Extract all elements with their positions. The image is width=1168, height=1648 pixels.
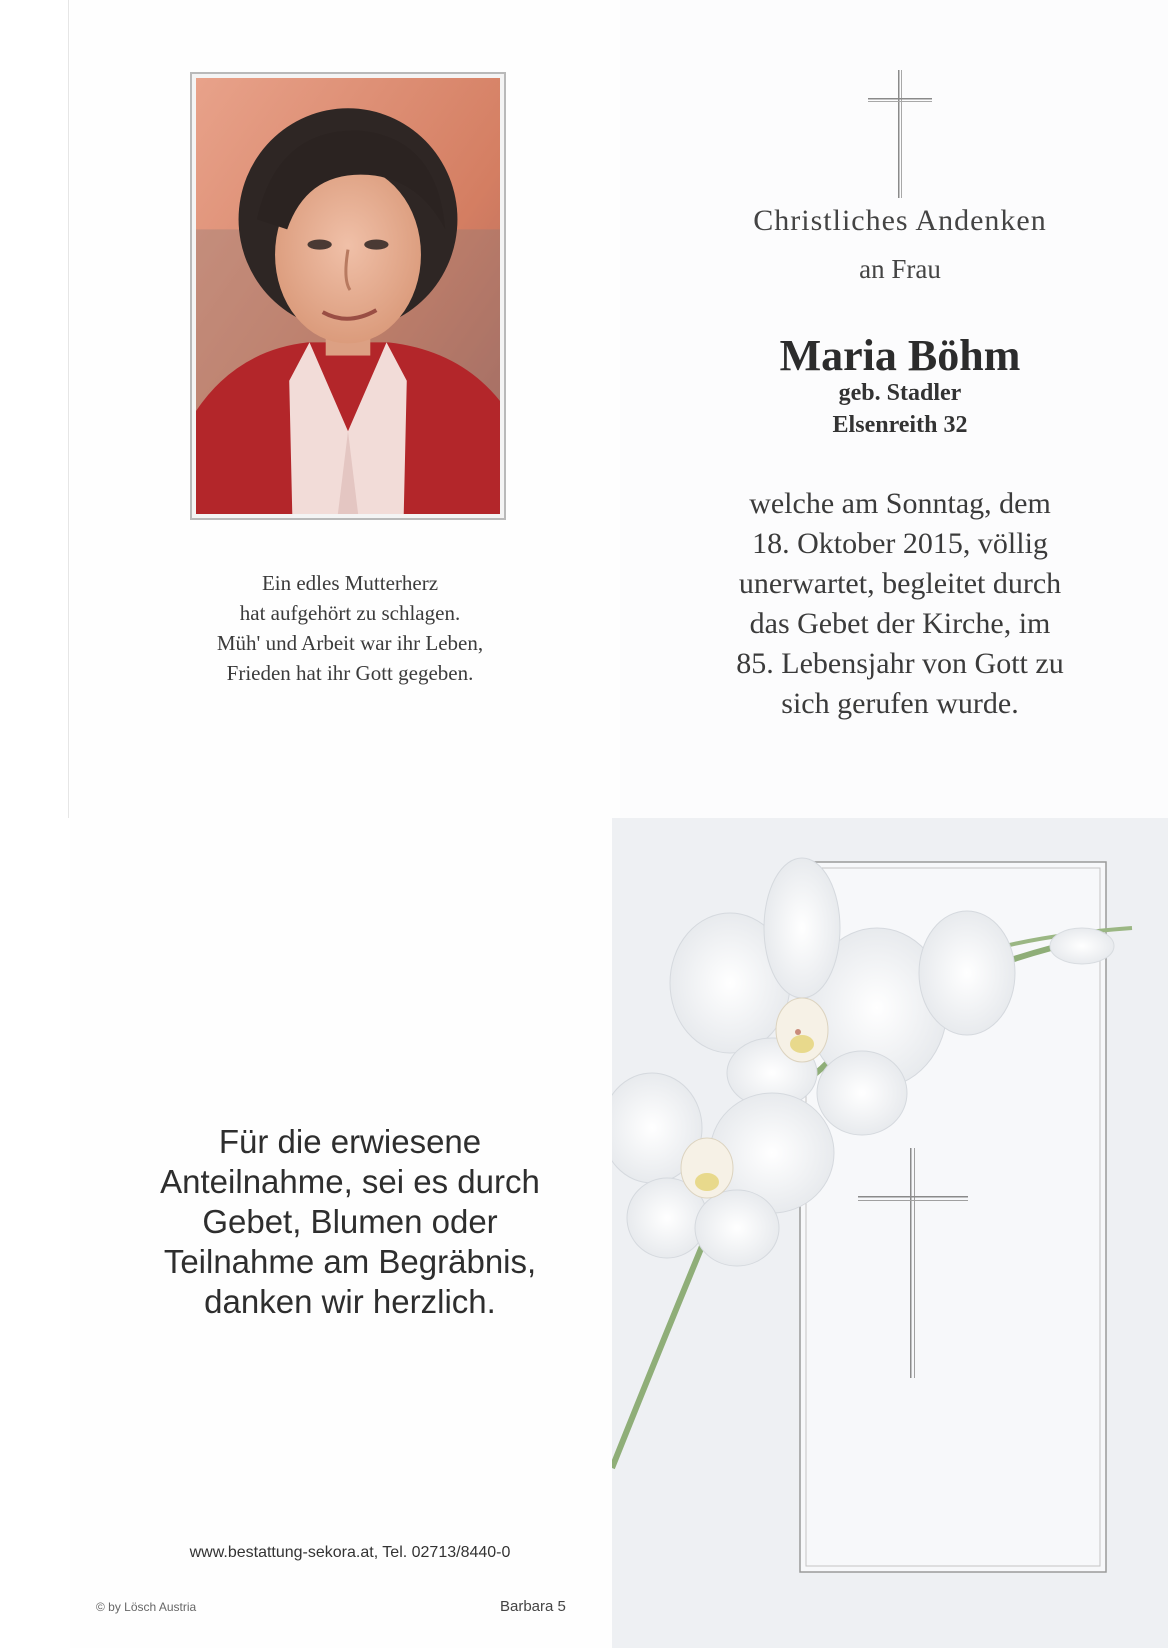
address: Elsenreith 32 bbox=[832, 412, 968, 438]
thanks-line: Anteilnahme, sei es durch bbox=[160, 1163, 540, 1200]
card-heading: Christliches Andenken bbox=[753, 204, 1047, 237]
thanks-line: Für die erwiesene bbox=[218, 1123, 482, 1160]
notice-line: sich gerufen wurde. bbox=[781, 687, 1019, 720]
thanks-line: Gebet, Blumen oder bbox=[202, 1203, 498, 1240]
portrait-frame bbox=[190, 72, 506, 520]
notice-line: 85. Lebensjahr von Gott zu bbox=[736, 647, 1064, 680]
notice-line: 18. Oktober 2015, völlig bbox=[752, 527, 1048, 560]
notice-line: welche am Sonntag, dem bbox=[749, 487, 1051, 520]
notice-line: unerwartet, begleitet durch bbox=[738, 567, 1062, 600]
memorial-poem bbox=[160, 568, 540, 688]
card-fold-edge bbox=[68, 0, 69, 818]
poem-line: hat aufgehört zu schlagen. bbox=[239, 601, 461, 625]
portrait-photo bbox=[196, 78, 500, 514]
orchid-panel bbox=[612, 818, 1168, 1648]
thanks-line: Teilnahme am Begräbnis, bbox=[163, 1243, 537, 1280]
notice-line: das Gebet der Kirche, im bbox=[749, 607, 1051, 640]
poem-line: Frieden hat ihr Gott gegeben. bbox=[226, 661, 474, 685]
poem-line: Müh' und Arbeit war ihr Leben, bbox=[216, 631, 484, 655]
orchid-illustration bbox=[612, 818, 1168, 1648]
deceased-name: Maria Böhm bbox=[779, 331, 1021, 380]
birth-name: geb. Stadler bbox=[838, 380, 962, 406]
card-subheading: an Frau bbox=[859, 254, 941, 284]
design-name: Barbara 5 bbox=[500, 1598, 566, 1615]
copyright-note: © by Lösch Austria bbox=[96, 1600, 197, 1614]
poem-line: Ein edles Mutterherz bbox=[261, 571, 439, 595]
thanks-message bbox=[120, 1122, 580, 1322]
death-notice bbox=[680, 484, 1120, 724]
thanks-line: danken wir herzlich. bbox=[204, 1283, 496, 1320]
cross-icon bbox=[868, 70, 932, 198]
funeral-home-contact: www.bestattung-sekora.at, Tel. 02713/8440-0 bbox=[189, 1544, 511, 1561]
